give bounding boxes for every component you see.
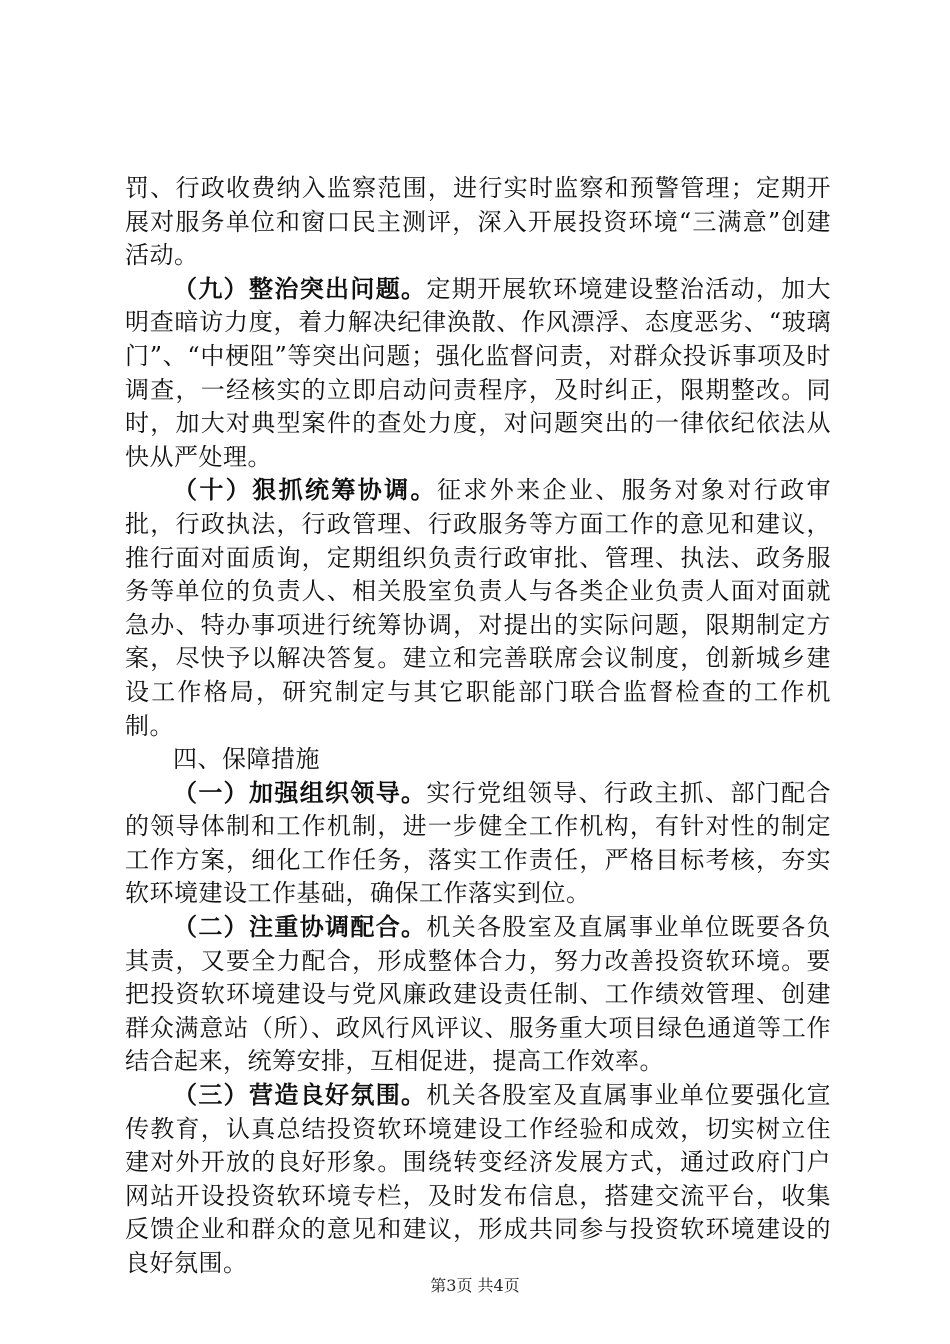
paragraph-heading: （一）加强组织领导。: [173, 778, 427, 807]
page-footer: [0, 1273, 950, 1296]
section-heading-text: 四、保障措施: [173, 745, 320, 774]
paragraph-continuation: [125, 172, 831, 273]
paragraph-heading: （三）营造良好氛围。: [173, 1081, 427, 1110]
paragraph-text: 定期开展软环境建设整治活动，加大明查暗访力度，着力解决纪律涣散、作风漂浮、态度恶劣、“玻璃门”、“中梗阻”等突出问题；强化监督问责，对群众投诉事项及时调查，一经核实的立即启动问责程序，及时纠正，限期整改。同时，加大对典型案件的查处力度，对问题突出的一律依纪依法从快从严处理。: [125, 274, 832, 471]
paragraph-heading: （十）狠抓统筹协调。: [173, 476, 437, 505]
paragraph-heading: （二）注重协调配合。: [173, 913, 427, 942]
paragraph-text: 机关各股室及直属事业单位既要各负其责，又要全力配合，形成整体合力，努力改善投资软环境。要把投资软环境建设与党风廉政建设责任制、工作绩效管理、创建群众满意站（所）、政风行风评议、服务重大项目绿色通道等工作结合起来，统筹安排，互相促进，提高工作效率。: [125, 913, 832, 1076]
paragraph-section-9: [125, 273, 831, 475]
paragraph-text: 实行党组领导、行政主抓、部门配合的领导体制和工作机制，进一步健全工作机构，有针对性的制定工作方案，细化工作任务，落实工作责任，严格目标考核，夯实软环境建设工作基础，确保工作落实到位。: [125, 778, 832, 908]
paragraph-text: 征求外来企业、服务对象对行政审批，行政执法，行政管理、行政服务等方面工作的意见和建议，推行面对面质询，定期组织负责行政审批、管理、执法、政务服务等单位的负责人、相关股室负责人与各类企业负责人面对面就急办、特办事项进行统筹协调，对提出的实际问题，限期制定方案，尽快予以解决答复。建立和完善联席会议制度，创新城乡建设工作格局，研究制定与其它职能部门联合监督检查的工作机制。: [125, 476, 832, 740]
paragraph-section-10: [125, 474, 831, 743]
page-number-label: 第3页 共4页: [430, 1276, 520, 1295]
paragraph-measure-2: [125, 911, 831, 1079]
paragraph-measure-1: [125, 777, 831, 911]
paragraph-text: 机关各股室及直属事业单位要强化宣传教育，认真总结投资软环境建设工作经验和成效，切实树立住建对外开放的良好形象。围绕转变经济发展方式，通过政府门户网站开设投资软环境专栏，及时发布信息，搭建交流平台，收集反馈企业和群众的意见和建议，形成共同参与投资软环境建设的良好氛围。: [125, 1081, 832, 1277]
paragraph-measure-3: [125, 1079, 831, 1281]
document-body: [125, 172, 831, 1281]
section-heading-safeguards: [125, 743, 831, 777]
paragraph-text: 罚、行政收费纳入监察范围，进行实时监察和预警管理；定期开展对服务单位和窗口民主测评，深入开展投资环境“三满意”创建活动。: [125, 174, 831, 270]
paragraph-heading: （九）整治突出问题。: [173, 274, 427, 303]
